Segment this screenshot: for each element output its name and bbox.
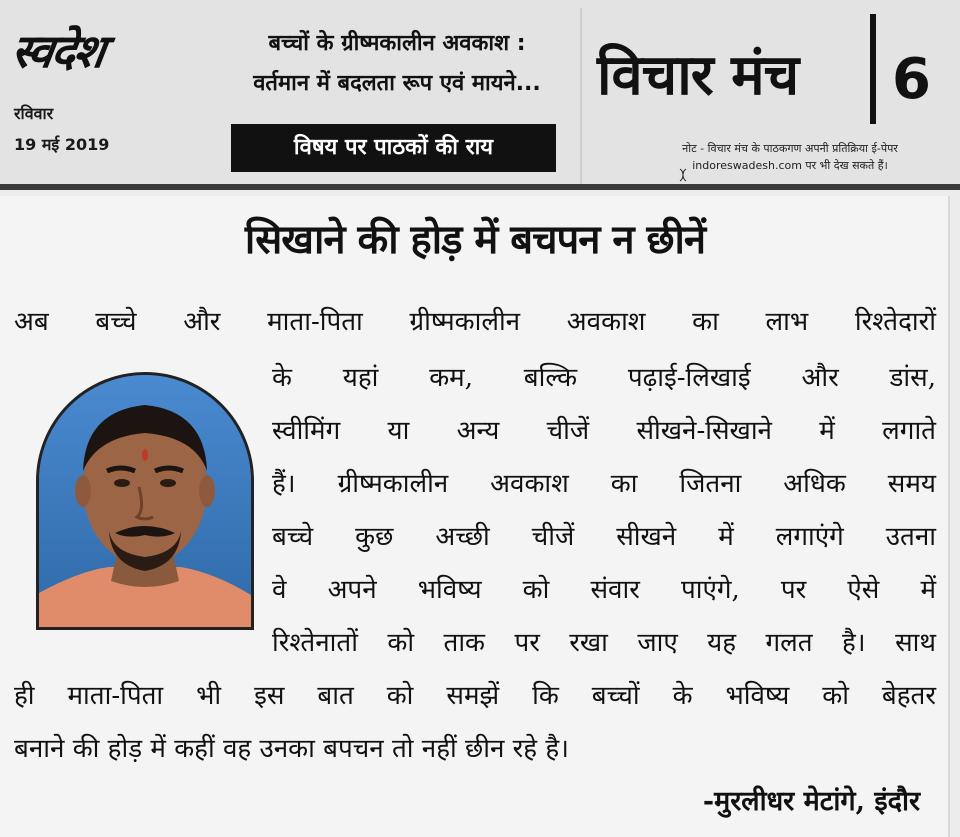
article-headline: सिखाने की होड़ में बचपन न छीनें bbox=[244, 217, 706, 263]
masthead-divider bbox=[580, 8, 582, 184]
section-title: विचार मंच bbox=[597, 43, 799, 108]
issue-date: 19 मई 2019 bbox=[14, 135, 110, 154]
article-line-9: बनाने की होड़ में कहीं वह उनका बपचन तो नहीं छीन रहे है। bbox=[14, 734, 570, 764]
section-bar bbox=[870, 14, 876, 124]
topic-line-2: वर्तमान में बदलता रूप एवं मायने... bbox=[253, 71, 541, 96]
article-author: -मुरलीधर मेटांगे, इंदौर bbox=[702, 786, 920, 817]
newspaper-logo: स्वदेश bbox=[8, 24, 107, 78]
author-portrait-icon bbox=[39, 375, 251, 627]
article-line-3: स्वीमिंग या अन्य चीजें सीखने-सिखाने में लगाते bbox=[272, 416, 936, 446]
article-line-7: रिश्तेनातों को ताक पर रखा जाए यह गलत है। साथ bbox=[272, 628, 936, 658]
article-line-2: के यहां कम, बल्कि पढ़ाई-लिखाई और डांस, bbox=[272, 363, 936, 393]
topic-heading bbox=[232, 24, 562, 104]
page-number: 6 bbox=[892, 47, 931, 112]
topic-line-1: बच्चों के ग्रीष्मकालीन अवकाश : bbox=[268, 31, 526, 56]
issue-day: रविवार bbox=[14, 104, 54, 123]
article-line-8: ही माता-पिता भी इस बात को समझें कि बच्चों के भविष्य को बेहतर bbox=[14, 681, 936, 711]
article-line-1: अब बच्चे और माता-पिता ग्रीष्मकालीन अवकाश का लाभ रिश्तेदारों bbox=[14, 307, 936, 337]
reader-note-line-2: indoreswadesh.com पर भी देख सकते हैं। bbox=[692, 159, 888, 172]
article-line-4: हैं। ग्रीष्मकालीन अवकाश का जितना अधिक समय bbox=[272, 469, 936, 499]
article-line-5: बच्चे कुछ अच्छी चीजें सीखने में लगाएंगे उतना bbox=[272, 522, 936, 552]
reader-note bbox=[625, 140, 955, 174]
author-photo bbox=[36, 372, 254, 630]
article-line-6: वे अपने भविष्य को संवार पाएंगे, पर ऐसे में bbox=[272, 575, 936, 605]
topic-banner: विषय पर पाठकों की राय bbox=[231, 124, 556, 172]
text-cursor-icon bbox=[679, 168, 687, 182]
letter-article bbox=[0, 196, 950, 837]
masthead bbox=[0, 0, 960, 190]
reader-note-line-1: नोट - विचार मंच के पाठकगण अपनी प्रतिक्रिया ई-पेपर bbox=[682, 142, 898, 155]
